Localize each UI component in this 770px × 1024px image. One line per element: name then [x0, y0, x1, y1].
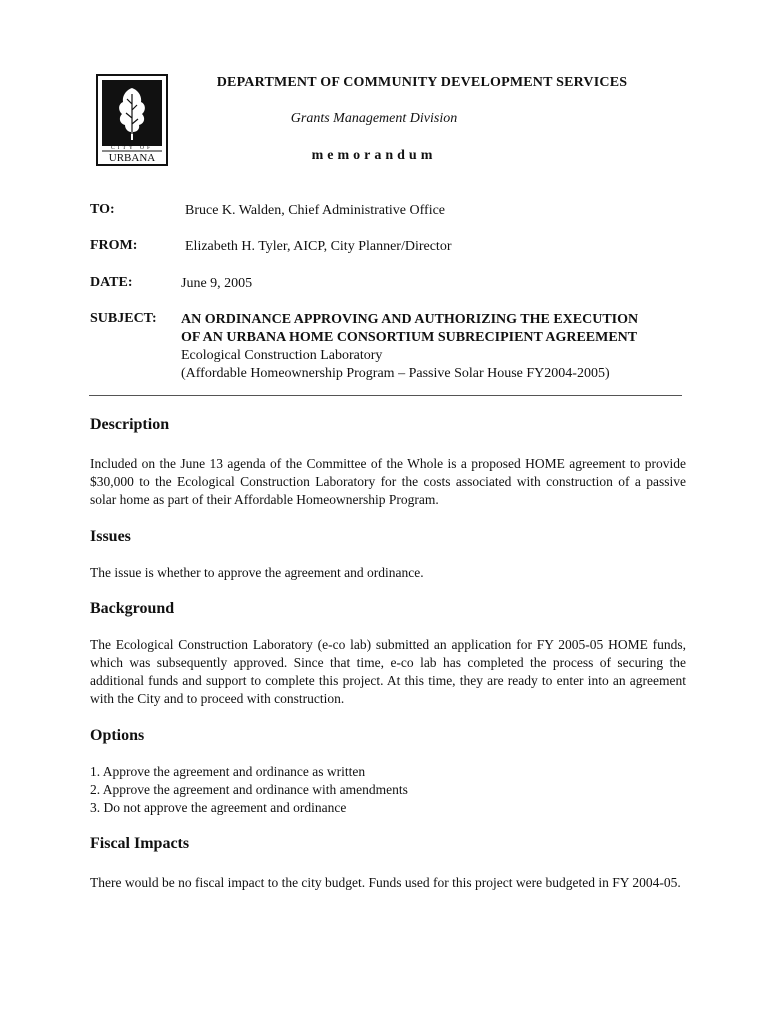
options-list: [90, 763, 686, 817]
option-item: 2. Approve the agreement and ordinance with amendments: [90, 782, 408, 797]
from-value: Elizabeth H. Tyler, AICP, City Planner/Director: [185, 239, 452, 254]
subject-label: SUBJECT:: [90, 311, 157, 326]
division-title: Grants Management Division: [290, 111, 458, 126]
city-logo: [96, 74, 168, 166]
to-label: TO:: [90, 202, 115, 217]
tree-icon: [96, 74, 168, 166]
to-value: Bruce K. Walden, Chief Administrative Office: [185, 203, 446, 218]
logo-text-bottom: URBANA: [108, 152, 156, 164]
issues-body: The issue is whether to approve the agreement and ordinance.: [90, 565, 424, 580]
option-item: 1. Approve the agreement and ordinance as written: [90, 764, 366, 779]
header-divider: [89, 395, 682, 396]
option-item: 3. Do not approve the agreement and ordinance: [90, 800, 347, 815]
logo-text-top: CITY OF: [110, 145, 154, 151]
subject-line-2: OF AN URBANA HOME CONSORTIUM SUBRECIPIENT AGREEMENT: [181, 330, 638, 345]
date-label: DATE:: [90, 275, 133, 290]
issues-heading: Issues: [90, 528, 131, 545]
options-heading: Options: [90, 727, 145, 744]
subject-line-1: AN ORDINANCE APPROVING AND AUTHORIZING THE EXECUTION: [181, 312, 639, 327]
background-body: The Ecological Construction Laboratory (e-co lab) submitted an application for FY 2005-05 HOME funds, which was subsequently approved. Since that time, e-co lab has completed the process of securing the additional funds and support to complete this project. At this time, they are ready to enter into an agreement with the City and to proceed with construction.: [90, 637, 686, 706]
description-heading: Description: [90, 416, 170, 433]
subject-line-4: (Affordable Homeownership Program – Passive Solar House FY2004-2005): [181, 366, 610, 381]
fiscal-body: There would be no fiscal impact to the city budget. Funds used for this project were budgeted in FY 2004-05.: [90, 875, 681, 890]
background-heading: Background: [90, 600, 175, 617]
department-title: DEPARTMENT OF COMMUNITY DEVELOPMENT SERVICES: [216, 75, 628, 90]
from-label: FROM:: [90, 238, 138, 253]
description-body: Included on the June 13 agenda of the Committee of the Whole is a proposed HOME agreement to provide $30,000 to the Ecological Construction Laboratory for the costs associated with construction of a passive solar home as part of their Affordable Homeownership Program.: [90, 456, 686, 507]
subject-line-3: Ecological Construction Laboratory: [181, 348, 383, 363]
date-value: June 9, 2005: [181, 276, 253, 291]
fiscal-heading: Fiscal Impacts: [90, 835, 190, 852]
document-type: memorandum: [311, 148, 437, 163]
